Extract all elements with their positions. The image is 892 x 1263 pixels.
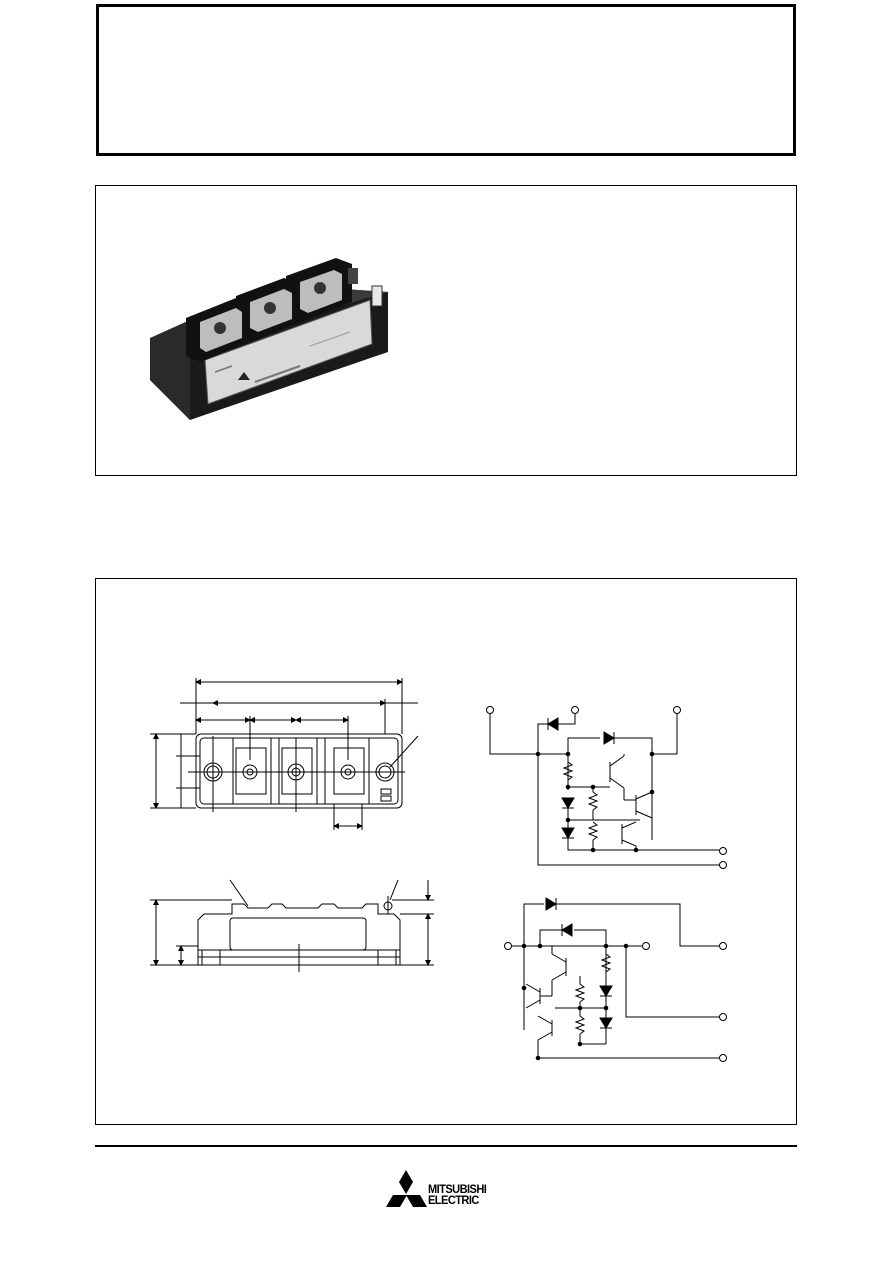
brand-line-2: ELECTRIC <box>428 1193 479 1207</box>
top-view-outline <box>150 678 418 830</box>
brand-wordmark <box>428 1184 486 1206</box>
circuit-diagram-lower <box>505 898 727 1062</box>
side-view-outline <box>150 880 434 972</box>
circuit-diagram-upper <box>487 707 727 869</box>
brand-line-1: MITSUBISHI <box>428 1182 487 1196</box>
three-diamonds-icon <box>386 1170 427 1207</box>
module-photo <box>150 258 388 420</box>
